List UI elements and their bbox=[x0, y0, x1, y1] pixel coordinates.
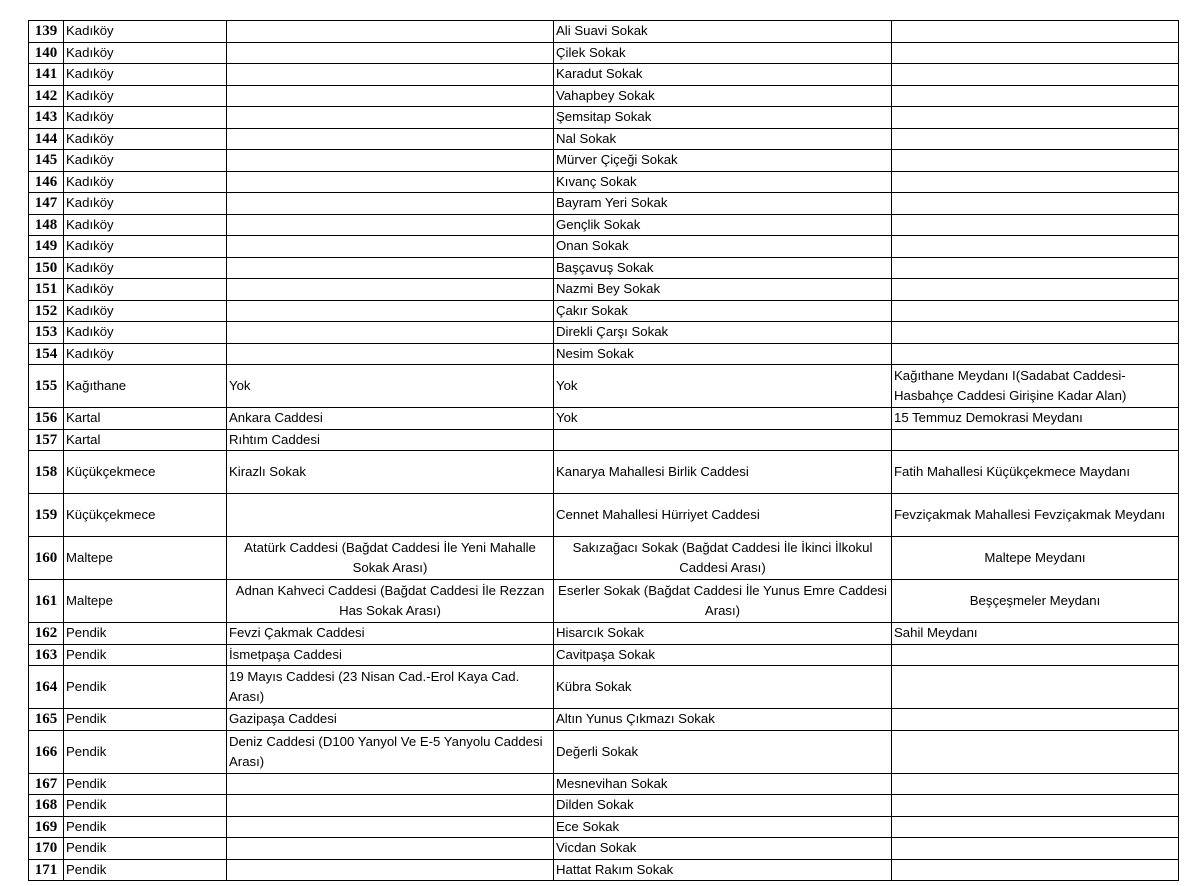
row-number: 142 bbox=[29, 85, 64, 107]
street-cell: Nal Sokak bbox=[554, 128, 892, 150]
table-row bbox=[29, 773, 1179, 795]
table-row bbox=[29, 21, 1179, 43]
table-row bbox=[29, 85, 1179, 107]
row-number: 165 bbox=[29, 709, 64, 731]
street-cell: Vahapbey Sokak bbox=[554, 85, 892, 107]
row-number: 145 bbox=[29, 150, 64, 172]
square-cell bbox=[892, 85, 1179, 107]
district-cell: Pendik bbox=[64, 709, 227, 731]
table-row bbox=[29, 42, 1179, 64]
table-row bbox=[29, 623, 1179, 645]
district-cell: Kadıköy bbox=[64, 193, 227, 215]
row-number: 152 bbox=[29, 300, 64, 322]
table-row bbox=[29, 859, 1179, 881]
table-row bbox=[29, 300, 1179, 322]
table-row bbox=[29, 838, 1179, 860]
street-cell: Onan Sokak bbox=[554, 236, 892, 258]
street-cell bbox=[227, 150, 554, 172]
row-number: 170 bbox=[29, 838, 64, 860]
district-cell: Kağıthane bbox=[64, 365, 227, 408]
square-cell bbox=[892, 236, 1179, 258]
row-number: 151 bbox=[29, 279, 64, 301]
street-cell bbox=[227, 816, 554, 838]
table-row bbox=[29, 322, 1179, 344]
district-cell: Küçükçekmece bbox=[64, 451, 227, 494]
street-cell bbox=[227, 838, 554, 860]
table-row bbox=[29, 150, 1179, 172]
square-cell bbox=[892, 666, 1179, 709]
street-cell: Ece Sokak bbox=[554, 816, 892, 838]
street-cell: Eserler Sokak (Bağdat Caddesi İle Yunus Emre Caddesi Arası) bbox=[554, 580, 892, 623]
square-cell bbox=[892, 730, 1179, 773]
square-cell: Fatih Mahallesi Küçükçekmece Maydanı bbox=[892, 451, 1179, 494]
table-row bbox=[29, 107, 1179, 129]
street-cell: Cavitpaşa Sokak bbox=[554, 644, 892, 666]
district-cell: Pendik bbox=[64, 773, 227, 795]
district-cell: Kadıköy bbox=[64, 42, 227, 64]
district-cell: Kadıköy bbox=[64, 322, 227, 344]
row-number: 153 bbox=[29, 322, 64, 344]
street-cell bbox=[227, 773, 554, 795]
table-row bbox=[29, 795, 1179, 817]
table-row bbox=[29, 214, 1179, 236]
street-cell bbox=[554, 429, 892, 451]
row-number: 155 bbox=[29, 365, 64, 408]
row-number: 166 bbox=[29, 730, 64, 773]
street-cell bbox=[227, 236, 554, 258]
row-number: 154 bbox=[29, 343, 64, 365]
street-cell: Çakır Sokak bbox=[554, 300, 892, 322]
table-row bbox=[29, 64, 1179, 86]
street-cell: Karadut Sokak bbox=[554, 64, 892, 86]
street-cell: Kübra Sokak bbox=[554, 666, 892, 709]
district-cell: Kadıköy bbox=[64, 128, 227, 150]
table-row bbox=[29, 171, 1179, 193]
row-number: 148 bbox=[29, 214, 64, 236]
square-cell bbox=[892, 859, 1179, 881]
street-cell: Yok bbox=[227, 365, 554, 408]
district-cell: Maltepe bbox=[64, 537, 227, 580]
district-cell: Pendik bbox=[64, 795, 227, 817]
row-number: 140 bbox=[29, 42, 64, 64]
street-cell bbox=[227, 343, 554, 365]
street-cell: Adnan Kahveci Caddesi (Bağdat Caddesi İle Rezzan Has Sokak Arası) bbox=[227, 580, 554, 623]
square-cell bbox=[892, 773, 1179, 795]
table-row bbox=[29, 128, 1179, 150]
row-number: 162 bbox=[29, 623, 64, 645]
street-cell bbox=[227, 795, 554, 817]
row-number: 163 bbox=[29, 644, 64, 666]
street-cell bbox=[227, 193, 554, 215]
table-row bbox=[29, 709, 1179, 731]
square-cell bbox=[892, 257, 1179, 279]
square-cell bbox=[892, 343, 1179, 365]
table-row bbox=[29, 279, 1179, 301]
row-number: 171 bbox=[29, 859, 64, 881]
square-cell bbox=[892, 300, 1179, 322]
square-cell bbox=[892, 214, 1179, 236]
table-row bbox=[29, 666, 1179, 709]
table-row bbox=[29, 429, 1179, 451]
district-cell: Kadıköy bbox=[64, 300, 227, 322]
street-cell: Nazmi Bey Sokak bbox=[554, 279, 892, 301]
row-number: 169 bbox=[29, 816, 64, 838]
street-cell: Direkli Çarşı Sokak bbox=[554, 322, 892, 344]
row-number: 144 bbox=[29, 128, 64, 150]
street-cell: Cennet Mahallesi Hürriyet Caddesi bbox=[554, 494, 892, 537]
row-number: 168 bbox=[29, 795, 64, 817]
row-number: 164 bbox=[29, 666, 64, 709]
square-cell bbox=[892, 21, 1179, 43]
street-cell: Kıvanç Sokak bbox=[554, 171, 892, 193]
row-number: 156 bbox=[29, 408, 64, 430]
street-cell: Ali Suavi Sokak bbox=[554, 21, 892, 43]
street-cell bbox=[227, 279, 554, 301]
street-cell: Dilden Sokak bbox=[554, 795, 892, 817]
square-cell: 15 Temmuz Demokrasi Meydanı bbox=[892, 408, 1179, 430]
street-cell: Altın Yunus Çıkmazı Sokak bbox=[554, 709, 892, 731]
row-number: 139 bbox=[29, 21, 64, 43]
street-cell bbox=[227, 107, 554, 129]
street-cell bbox=[227, 21, 554, 43]
district-cell: Pendik bbox=[64, 838, 227, 860]
district-cell: Kadıköy bbox=[64, 85, 227, 107]
street-cell bbox=[227, 859, 554, 881]
square-cell: Fevziçakmak Mahallesi Fevziçakmak Meydanı bbox=[892, 494, 1179, 537]
row-number: 161 bbox=[29, 580, 64, 623]
row-number: 150 bbox=[29, 257, 64, 279]
street-cell: Başçavuş Sokak bbox=[554, 257, 892, 279]
row-number: 157 bbox=[29, 429, 64, 451]
street-cell: Şemsitap Sokak bbox=[554, 107, 892, 129]
table-row bbox=[29, 537, 1179, 580]
district-cell: Kartal bbox=[64, 429, 227, 451]
district-cell: Kadıköy bbox=[64, 279, 227, 301]
district-cell: Kadıköy bbox=[64, 64, 227, 86]
district-cell: Kadıköy bbox=[64, 107, 227, 129]
street-cell: Bayram Yeri Sokak bbox=[554, 193, 892, 215]
table-row bbox=[29, 257, 1179, 279]
table-row bbox=[29, 343, 1179, 365]
street-cell bbox=[227, 42, 554, 64]
row-number: 167 bbox=[29, 773, 64, 795]
row-number: 147 bbox=[29, 193, 64, 215]
square-cell: Sahil Meydanı bbox=[892, 623, 1179, 645]
street-cell: Deniz Caddesi (D100 Yanyol Ve E-5 Yanyolu Caddesi Arası) bbox=[227, 730, 554, 773]
street-cell: Nesim Sokak bbox=[554, 343, 892, 365]
district-cell: Pendik bbox=[64, 666, 227, 709]
street-cell: Vicdan Sokak bbox=[554, 838, 892, 860]
square-cell bbox=[892, 838, 1179, 860]
table-row bbox=[29, 451, 1179, 494]
district-cell: Kadıköy bbox=[64, 236, 227, 258]
row-number: 143 bbox=[29, 107, 64, 129]
street-cell bbox=[227, 300, 554, 322]
district-cell: Pendik bbox=[64, 730, 227, 773]
row-number: 159 bbox=[29, 494, 64, 537]
table-row bbox=[29, 365, 1179, 408]
square-cell bbox=[892, 64, 1179, 86]
row-number: 160 bbox=[29, 537, 64, 580]
table-row bbox=[29, 816, 1179, 838]
square-cell bbox=[892, 128, 1179, 150]
street-cell: Yok bbox=[554, 408, 892, 430]
street-cell: Rıhtım Caddesi bbox=[227, 429, 554, 451]
street-cell bbox=[227, 257, 554, 279]
square-cell: Kağıthane Meydanı I(Sadabat Caddesi-Hasbahçe Caddesi Girişine Kadar Alan) bbox=[892, 365, 1179, 408]
square-cell bbox=[892, 171, 1179, 193]
district-cell: Pendik bbox=[64, 623, 227, 645]
street-cell: Hisarcık Sokak bbox=[554, 623, 892, 645]
square-cell bbox=[892, 644, 1179, 666]
street-cell: Gazipaşa Caddesi bbox=[227, 709, 554, 731]
square-cell bbox=[892, 429, 1179, 451]
street-cell: Hattat Rakım Sokak bbox=[554, 859, 892, 881]
street-cell: Kirazlı Sokak bbox=[227, 451, 554, 494]
district-cell: Pendik bbox=[64, 859, 227, 881]
square-cell bbox=[892, 322, 1179, 344]
street-list-table bbox=[28, 20, 1179, 881]
street-cell: Atatürk Caddesi (Bağdat Caddesi İle Yeni Mahalle Sokak Arası) bbox=[227, 537, 554, 580]
district-cell: Kadıköy bbox=[64, 214, 227, 236]
row-number: 158 bbox=[29, 451, 64, 494]
square-cell: Maltepe Meydanı bbox=[892, 537, 1179, 580]
street-cell: Ankara Caddesi bbox=[227, 408, 554, 430]
street-cell: Mesnevihan Sokak bbox=[554, 773, 892, 795]
district-cell: Kadıköy bbox=[64, 21, 227, 43]
row-number: 146 bbox=[29, 171, 64, 193]
square-cell bbox=[892, 107, 1179, 129]
table-body bbox=[29, 21, 1179, 881]
district-cell: Kadıköy bbox=[64, 171, 227, 193]
street-cell bbox=[227, 85, 554, 107]
street-cell: Gençlik Sokak bbox=[554, 214, 892, 236]
table-row bbox=[29, 644, 1179, 666]
table-row bbox=[29, 580, 1179, 623]
table-row bbox=[29, 193, 1179, 215]
street-cell: 19 Mayıs Caddesi (23 Nisan Cad.-Erol Kaya Cad. Arası) bbox=[227, 666, 554, 709]
square-cell: Beşçeşmeler Meydanı bbox=[892, 580, 1179, 623]
row-number: 141 bbox=[29, 64, 64, 86]
table-row bbox=[29, 494, 1179, 537]
street-cell bbox=[227, 64, 554, 86]
district-cell: Küçükçekmece bbox=[64, 494, 227, 537]
square-cell bbox=[892, 42, 1179, 64]
street-cell bbox=[227, 494, 554, 537]
street-cell: Kanarya Mahallesi Birlik Caddesi bbox=[554, 451, 892, 494]
street-cell: Değerli Sokak bbox=[554, 730, 892, 773]
square-cell bbox=[892, 150, 1179, 172]
district-cell: Maltepe bbox=[64, 580, 227, 623]
district-cell: Kartal bbox=[64, 408, 227, 430]
square-cell bbox=[892, 795, 1179, 817]
district-cell: Kadıköy bbox=[64, 150, 227, 172]
street-cell: Sakızağacı Sokak (Bağdat Caddesi İle İkinci İlkokul Caddesi Arası) bbox=[554, 537, 892, 580]
district-cell: Pendik bbox=[64, 816, 227, 838]
district-cell: Kadıköy bbox=[64, 343, 227, 365]
street-cell: Çilek Sokak bbox=[554, 42, 892, 64]
row-number: 149 bbox=[29, 236, 64, 258]
table-row bbox=[29, 730, 1179, 773]
square-cell bbox=[892, 193, 1179, 215]
table-row bbox=[29, 236, 1179, 258]
table-row bbox=[29, 408, 1179, 430]
street-cell bbox=[227, 171, 554, 193]
street-cell: Fevzi Çakmak Caddesi bbox=[227, 623, 554, 645]
district-cell: Kadıköy bbox=[64, 257, 227, 279]
district-cell: Pendik bbox=[64, 644, 227, 666]
square-cell bbox=[892, 709, 1179, 731]
street-cell: İsmetpaşa Caddesi bbox=[227, 644, 554, 666]
square-cell bbox=[892, 816, 1179, 838]
street-cell bbox=[227, 128, 554, 150]
street-cell bbox=[227, 214, 554, 236]
street-cell: Yok bbox=[554, 365, 892, 408]
square-cell bbox=[892, 279, 1179, 301]
street-cell bbox=[227, 322, 554, 344]
street-cell: Mürver Çiçeği Sokak bbox=[554, 150, 892, 172]
